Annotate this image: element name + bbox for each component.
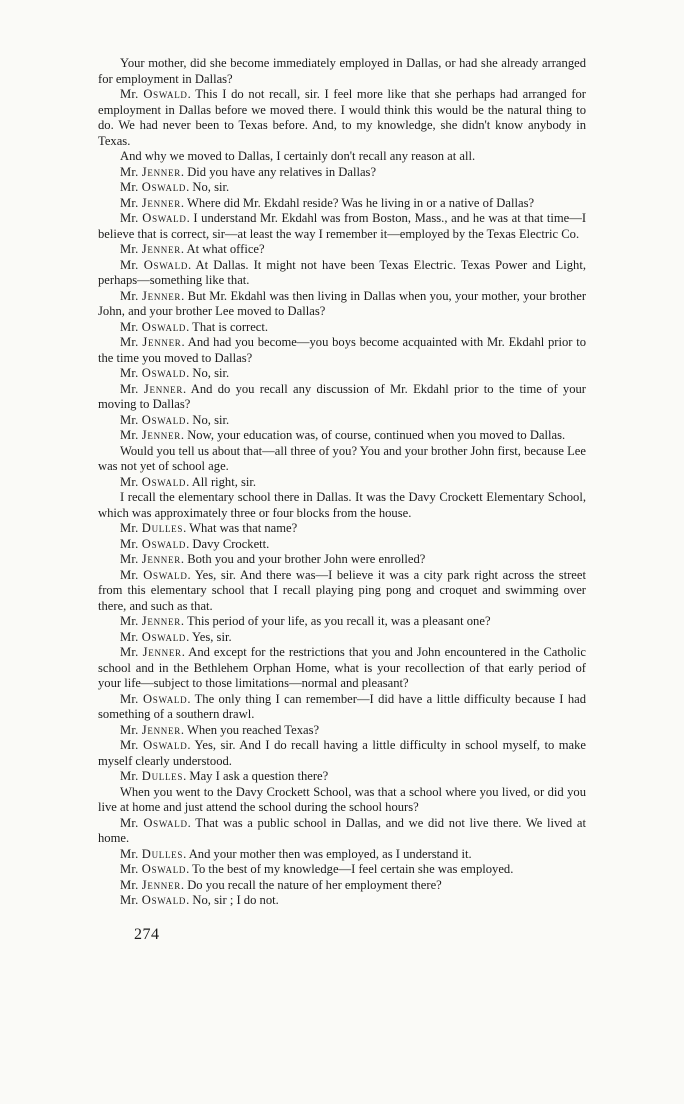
paragraph-text: And why we moved to Dallas, I certainly don't recall any reason at all.: [120, 149, 476, 163]
transcript-paragraph: [98, 723, 586, 739]
speaker-title: Mr.: [120, 629, 142, 644]
transcript-paragraph: [98, 878, 586, 894]
transcript-paragraph: [98, 165, 586, 181]
paragraph-text: I understand Mr. Ekdahl was from Boston, Mass., and he was at that time—I believe that is correct, sir—at least the way I remember it—employed by the Texas Electric Co.: [98, 211, 587, 241]
speaker-name: Jenner: [141, 552, 181, 566]
speaker-label: [120, 568, 195, 582]
speaker-title: Mr.: [120, 87, 144, 101]
speaker-name: Oswald: [141, 319, 187, 334]
transcript-paragraph: [98, 862, 586, 878]
speaker-title: Mr.: [120, 257, 144, 272]
speaker-label: [120, 723, 187, 737]
transcript-paragraph: [98, 475, 586, 491]
paragraph-text: Yes, sir. And there was—I believe it was a city park right across the street from this elementary school that I recall playing ping pong and croquet and swimming over there, and such as that.: [98, 567, 586, 613]
paragraph-text: No, sir ; I do not.: [192, 893, 279, 907]
paragraph-text: All right, sir.: [191, 474, 257, 489]
transcript-paragraph: [98, 149, 586, 165]
paragraph-text: Where did Mr. Ekdahl reside? Was he living in or a native of Dallas?: [186, 195, 535, 210]
transcript-paragraph: [98, 242, 586, 258]
transcript-paragraph: [98, 196, 586, 212]
speaker-label: [120, 180, 192, 194]
speaker-title: Mr.: [120, 567, 144, 582]
speaker-suffix: .: [187, 815, 196, 830]
paragraph-text: When you went to the Davy Crockett School, was that a school where you lived, or did you live at home and just attend the school during the school hours?: [98, 784, 586, 814]
paragraph-text: Yes, sir.: [191, 629, 232, 644]
speaker-name: Oswald: [141, 862, 187, 876]
speaker-title: Mr.: [120, 645, 143, 659]
paragraph-text: Did you have any relatives in Dallas?: [187, 164, 377, 179]
transcript-paragraph: [98, 428, 586, 444]
speaker-title: Mr.: [120, 195, 142, 210]
speaker-name: Oswald: [141, 180, 187, 194]
transcript-paragraph: [98, 56, 586, 87]
speaker-name: Jenner: [142, 645, 182, 659]
paragraph-text: Your mother, did she become immediately employed in Dallas, or had she already arranged for employment in Dallas?: [98, 56, 586, 86]
transcript-paragraph: [98, 816, 586, 847]
speaker-suffix: .: [180, 722, 187, 737]
speaker-label: [120, 878, 187, 892]
speaker-label: [120, 335, 188, 349]
paragraph-text: May I ask a question there?: [189, 769, 329, 783]
transcript-paragraph: [98, 537, 586, 553]
speaker-title: Mr.: [120, 691, 144, 706]
transcript-paragraph: [98, 258, 586, 289]
transcript-paragraph: [98, 521, 586, 537]
speaker-label: [120, 692, 195, 706]
transcript-paragraph: [98, 335, 586, 366]
paragraph-text: No, sir.: [192, 180, 230, 194]
speaker-suffix: .: [187, 691, 195, 706]
speaker-title: Mr.: [120, 335, 143, 349]
speaker-title: Mr.: [120, 769, 142, 783]
speaker-title: Mr.: [120, 366, 142, 380]
paragraph-text: That was a public school in Dallas, and we did not live there. We lived at home.: [98, 815, 586, 845]
transcript-paragraph: [98, 645, 586, 692]
speaker-suffix: .: [186, 319, 193, 334]
page-number: 274: [134, 925, 160, 943]
speaker-name: Jenner: [142, 288, 182, 303]
speaker-name: Dulles: [141, 521, 184, 535]
transcript-paragraph: [98, 847, 586, 863]
speaker-name: Oswald: [141, 629, 187, 644]
paragraph-text: And had you become—you boys become acquainted with Mr. Ekdahl prior to the time you moved to Dallas?: [98, 335, 587, 365]
speaker-label: [120, 630, 192, 644]
speaker-title: Mr.: [120, 846, 142, 861]
paragraph-text: Now, your education was, of course, continued when you moved to Dallas.: [187, 428, 566, 442]
transcript: [98, 56, 586, 909]
speaker-suffix: .: [187, 87, 196, 101]
transcript-paragraph: [98, 785, 586, 816]
speaker-label: [120, 258, 196, 272]
speaker-label: [120, 816, 195, 830]
speaker-label: [120, 289, 188, 303]
speaker-title: Mr.: [120, 164, 142, 179]
speaker-title: Mr.: [120, 614, 142, 628]
speaker-suffix: .: [187, 567, 195, 582]
speaker-name: Jenner: [141, 722, 181, 737]
speaker-name: Oswald: [143, 738, 188, 752]
speaker-title: Mr.: [120, 412, 142, 427]
speaker-label: [120, 614, 187, 628]
transcript-paragraph: [98, 413, 586, 429]
speaker-suffix: .: [180, 195, 187, 210]
speaker-name: Oswald: [142, 211, 187, 225]
paragraph-text: That is correct.: [192, 319, 269, 334]
speaker-label: [120, 211, 193, 225]
speaker-name: Oswald: [143, 87, 188, 101]
speaker-name: Jenner: [142, 335, 182, 349]
speaker-label: [120, 537, 192, 551]
paragraph-text: Both you and your brother John were enrolled?: [187, 552, 426, 566]
speaker-label: [120, 87, 195, 101]
speaker-label: [120, 862, 192, 876]
speaker-name: Dulles: [141, 846, 184, 861]
speaker-suffix: .: [186, 180, 193, 194]
speaker-title: Mr.: [120, 536, 142, 551]
paragraph-text: Davy Crockett.: [192, 536, 270, 551]
speaker-label: [120, 382, 191, 396]
speaker-label: [120, 366, 192, 380]
transcript-paragraph: [98, 382, 586, 413]
speaker-name: Oswald: [143, 691, 188, 706]
paragraph-text: At Dallas. It might not have been Texas Electric. Texas Power and Light, perhaps—something like that.: [98, 257, 586, 287]
speaker-name: Jenner: [143, 381, 184, 396]
paragraph-text: To the best of my knowledge—I feel certain she was employed.: [192, 862, 514, 876]
speaker-title: Mr.: [120, 521, 142, 535]
transcript-paragraph: [98, 366, 586, 382]
paragraph-text: At what office?: [186, 242, 265, 256]
speaker-name: Oswald: [141, 412, 187, 427]
speaker-title: Mr.: [120, 381, 144, 396]
speaker-label: [120, 521, 189, 535]
speaker-label: [120, 475, 192, 489]
speaker-title: Mr.: [120, 211, 143, 225]
speaker-suffix: .: [186, 536, 193, 551]
speaker-name: Jenner: [141, 877, 181, 892]
speaker-label: [120, 428, 187, 442]
speaker-label: [120, 847, 189, 861]
transcript-paragraph: [98, 630, 586, 646]
speaker-suffix: .: [187, 738, 195, 752]
transcript-paragraph: [98, 769, 586, 785]
speaker-title: Mr.: [120, 319, 142, 334]
speaker-name: Oswald: [141, 536, 187, 551]
speaker-suffix: .: [183, 846, 189, 861]
speaker-title: Mr.: [120, 738, 144, 752]
speaker-name: Jenner: [141, 428, 181, 442]
speaker-label: [120, 196, 187, 210]
speaker-suffix: .: [188, 257, 196, 272]
paragraph-text: And except for the restrictions that you and John encountered in the Catholic school and in the Bethlehem Orphan Home, what is your recollection of that early period of your life—subject to those limitations—normal and pleasant?: [98, 645, 587, 690]
speaker-title: Mr.: [120, 428, 142, 442]
speaker-suffix: .: [180, 877, 188, 892]
speaker-suffix: .: [183, 381, 191, 396]
paragraph-text: And do you recall any discussion of Mr. Ekdahl prior to the time of your moving to Dallas?: [98, 381, 586, 411]
speaker-suffix: .: [181, 645, 189, 659]
speaker-title: Mr.: [120, 722, 142, 737]
speaker-title: Mr.: [120, 877, 142, 892]
transcript-paragraph: [98, 614, 586, 630]
speaker-title: Mr.: [120, 180, 142, 194]
transcript-paragraph: [98, 893, 586, 909]
speaker-suffix: .: [186, 629, 192, 644]
transcript-paragraph: [98, 738, 586, 769]
transcript-paragraph: [98, 552, 586, 568]
transcript-paragraph: [98, 180, 586, 196]
speaker-title: Mr.: [120, 474, 142, 489]
transcript-paragraph: [98, 490, 586, 521]
speaker-label: [120, 165, 187, 179]
paragraph-text: The only thing I can remember—I did have a little difficulty because I had something of a southern drawl.: [98, 691, 586, 721]
transcript-paragraph: [98, 568, 586, 615]
speaker-suffix: .: [181, 335, 188, 349]
transcript-paragraph: [98, 444, 586, 475]
paragraph-text: Would you tell us about that—all three of you? You and your brother John first, because Lee was not yet of school age.: [98, 443, 586, 473]
speaker-name: Oswald: [141, 474, 187, 489]
speaker-label: [120, 242, 187, 256]
transcript-paragraph: [98, 87, 586, 149]
paragraph-text: This I do not recall, sir. I feel more like that she perhaps had arranged for employment in Dallas before we moved there. I would think this would be the natural thing to do. We had never been to Texas before. And, to my knowledge, she didn't know anybody in Texas.: [98, 87, 587, 148]
speaker-suffix: .: [180, 552, 188, 566]
speaker-suffix: .: [180, 614, 187, 628]
speaker-name: Dulles: [141, 769, 184, 783]
speaker-suffix: .: [186, 211, 194, 225]
paragraph-text: This period of your life, as you recall it, was a pleasant one?: [186, 614, 491, 628]
speaker-suffix: .: [181, 288, 188, 303]
paragraph-text: No, sir.: [192, 366, 230, 380]
speaker-suffix: .: [186, 366, 193, 380]
paragraph-text: And your mother then was employed, as I understand it.: [188, 846, 472, 861]
speaker-title: Mr.: [120, 893, 142, 907]
speaker-suffix: .: [186, 862, 193, 876]
transcript-paragraph: [98, 211, 586, 242]
speaker-label: [120, 738, 195, 752]
speaker-label: [120, 645, 188, 659]
speaker-title: Mr.: [120, 242, 142, 256]
speaker-suffix: .: [180, 164, 188, 179]
paragraph-text: Yes, sir. And I do recall having a little difficulty in school myself, to make myself clearly understood.: [98, 738, 586, 768]
transcript-paragraph: [98, 320, 586, 336]
speaker-suffix: .: [186, 474, 192, 489]
speaker-suffix: .: [180, 428, 188, 442]
speaker-suffix: .: [186, 412, 193, 427]
speaker-suffix: .: [186, 893, 193, 907]
speaker-label: [120, 413, 192, 427]
speaker-name: Jenner: [141, 164, 181, 179]
speaker-name: Jenner: [141, 614, 181, 628]
speaker-suffix: .: [183, 769, 190, 783]
paragraph-text: When you reached Texas?: [186, 722, 320, 737]
speaker-label: [120, 320, 192, 334]
speaker-name: Jenner: [141, 195, 181, 210]
speaker-suffix: .: [180, 242, 187, 256]
speaker-title: Mr.: [120, 815, 144, 830]
transcript-paragraph: [98, 692, 586, 723]
transcript-paragraph: [98, 289, 586, 320]
paragraph-text: I recall the elementary school there in Dallas. It was the Davy Crockett Elementary School, which was approximately three or four blocks from the house.: [98, 490, 586, 520]
speaker-label: [120, 552, 187, 566]
speaker-label: [120, 769, 189, 783]
speaker-name: Oswald: [143, 815, 188, 830]
speaker-title: Mr.: [120, 552, 142, 566]
paragraph-text: What was that name?: [189, 521, 298, 535]
speaker-name: Oswald: [141, 893, 187, 907]
speaker-title: Mr.: [120, 862, 142, 876]
speaker-title: Mr.: [120, 288, 143, 303]
paragraph-text: No, sir.: [192, 412, 230, 427]
speaker-name: Jenner: [141, 242, 181, 256]
speaker-suffix: .: [183, 521, 190, 535]
speaker-name: Oswald: [143, 257, 189, 272]
speaker-name: Oswald: [143, 567, 188, 582]
speaker-label: [120, 893, 192, 907]
speaker-name: Oswald: [141, 366, 187, 380]
paragraph-text: But Mr. Ekdahl was then living in Dallas when you, your mother, your brother John, and your brother Lee moved to Dallas?: [98, 288, 587, 318]
paragraph-text: Do you recall the nature of her employment there?: [187, 877, 442, 892]
